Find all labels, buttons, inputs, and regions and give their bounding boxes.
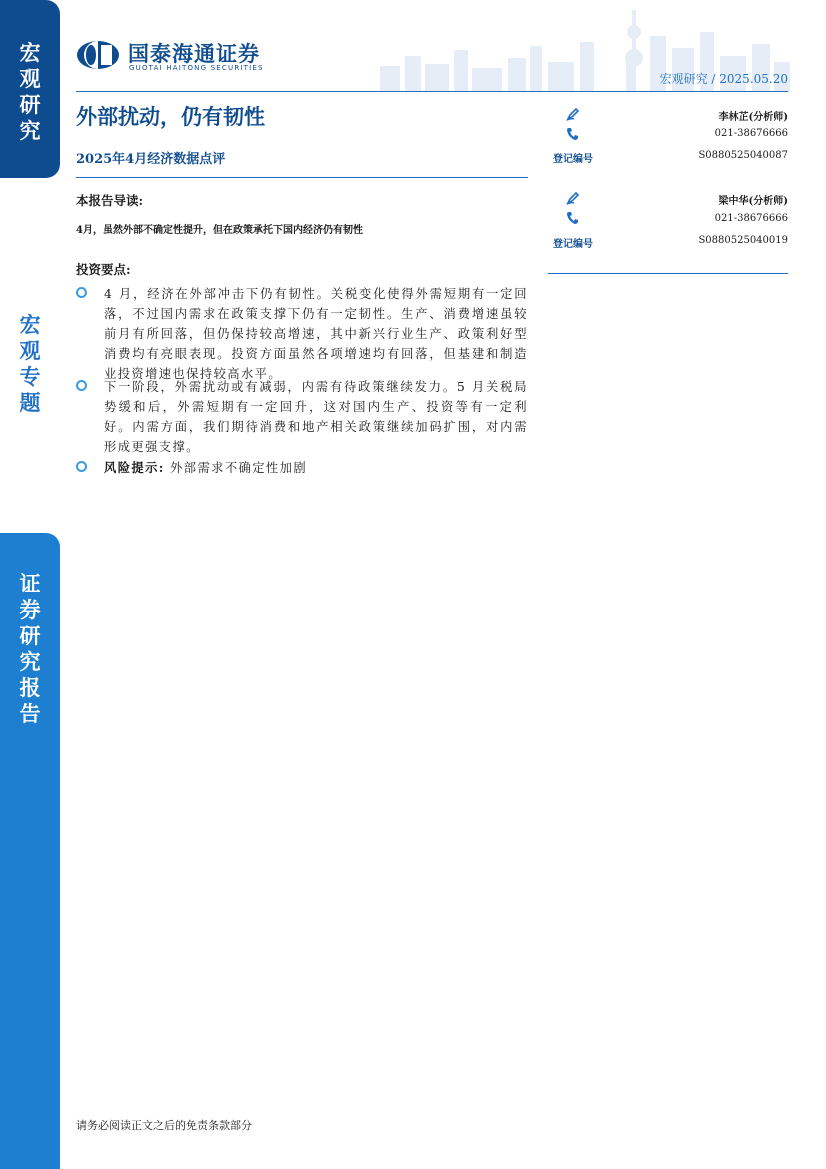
bullet-icon (76, 380, 87, 391)
bullet-text: 下一阶段，外需扰动或有减弱，内需有待政策继续发力。5 月关税局势缓和后，外需短期有一定回升，这对国内生产、投资等有一定利好。内需方面，我们期待消费和地产相关政策继续加码扩围，对内需形成更强支撑。 (104, 380, 528, 454)
analyst-phone: 021-38676666 (714, 213, 788, 224)
company-name-cn: 国泰海通证券 (128, 42, 260, 66)
report-category-date: 宏观研究 / 2025.05.20 (659, 72, 788, 86)
analyst-name: 李林芷(分析师) (718, 112, 788, 123)
company-logo-icon (76, 40, 120, 70)
sidebar-tab-label: 宏观研究 (19, 41, 41, 143)
report-title: 外部扰动，仍有韧性 (76, 105, 265, 129)
sidebar-tab-label: 证券研究报告 (19, 572, 41, 726)
risk-warning-item (76, 458, 528, 478)
pen-icon (566, 107, 580, 121)
risk-label: 风险提示: (104, 460, 165, 475)
sidebar-tab-label: 宏观专题 (19, 313, 41, 415)
sidebar-tab-macro-topic (0, 178, 60, 533)
analyst-divider (548, 273, 788, 274)
header-divider (76, 91, 788, 92)
registration-number: S0880525040019 (698, 235, 788, 246)
registration-label: 登记编号 (553, 154, 593, 165)
company-name-en: GUOTAI HAITONG SECURITIES (129, 64, 264, 72)
analyst-phone: 021-38676666 (714, 128, 788, 139)
investment-points-heading: 投资要点: (76, 262, 131, 277)
list-item (76, 284, 528, 384)
sidebar-tab-macro-research (0, 0, 60, 178)
guide-text: 4月，虽然外部不确定性提升，但在政策承托下国内经济仍有韧性 (76, 225, 363, 236)
disclaimer-footer: 请务必阅读正文之后的免责条款部分 (76, 1119, 252, 1132)
phone-icon (566, 127, 580, 141)
report-subtitle: 2025年4月经济数据点评 (76, 152, 226, 167)
registration-label: 登记编号 (553, 239, 593, 250)
registration-number: S0880525040087 (698, 150, 788, 161)
bullet-text: 4 月，经济在外部冲击下仍有韧性。关税变化使得外需短期有一定回落，不过国内需求在政策支撑下仍有一定韧性。生产、消费增速虽较前月有所回落，但仍保持较高增速，其中新兴行业生产、政策利好型消费均有亮眼表现。投资方面虽然各项增速均有回落，但基建和制造业投资增速也保持较高水平。 (104, 287, 528, 381)
sidebar-tab-securities-report (0, 533, 60, 1169)
title-divider (76, 177, 528, 178)
guide-heading: 本报告导读: (76, 193, 144, 208)
phone-icon (566, 211, 580, 225)
risk-text: 外部需求不确定性加剧 (170, 461, 308, 475)
pen-icon (566, 191, 580, 205)
list-item (76, 377, 528, 457)
bullet-icon (76, 461, 87, 472)
analyst-name: 梁中华(分析师) (718, 196, 788, 207)
bullet-icon (76, 287, 87, 298)
